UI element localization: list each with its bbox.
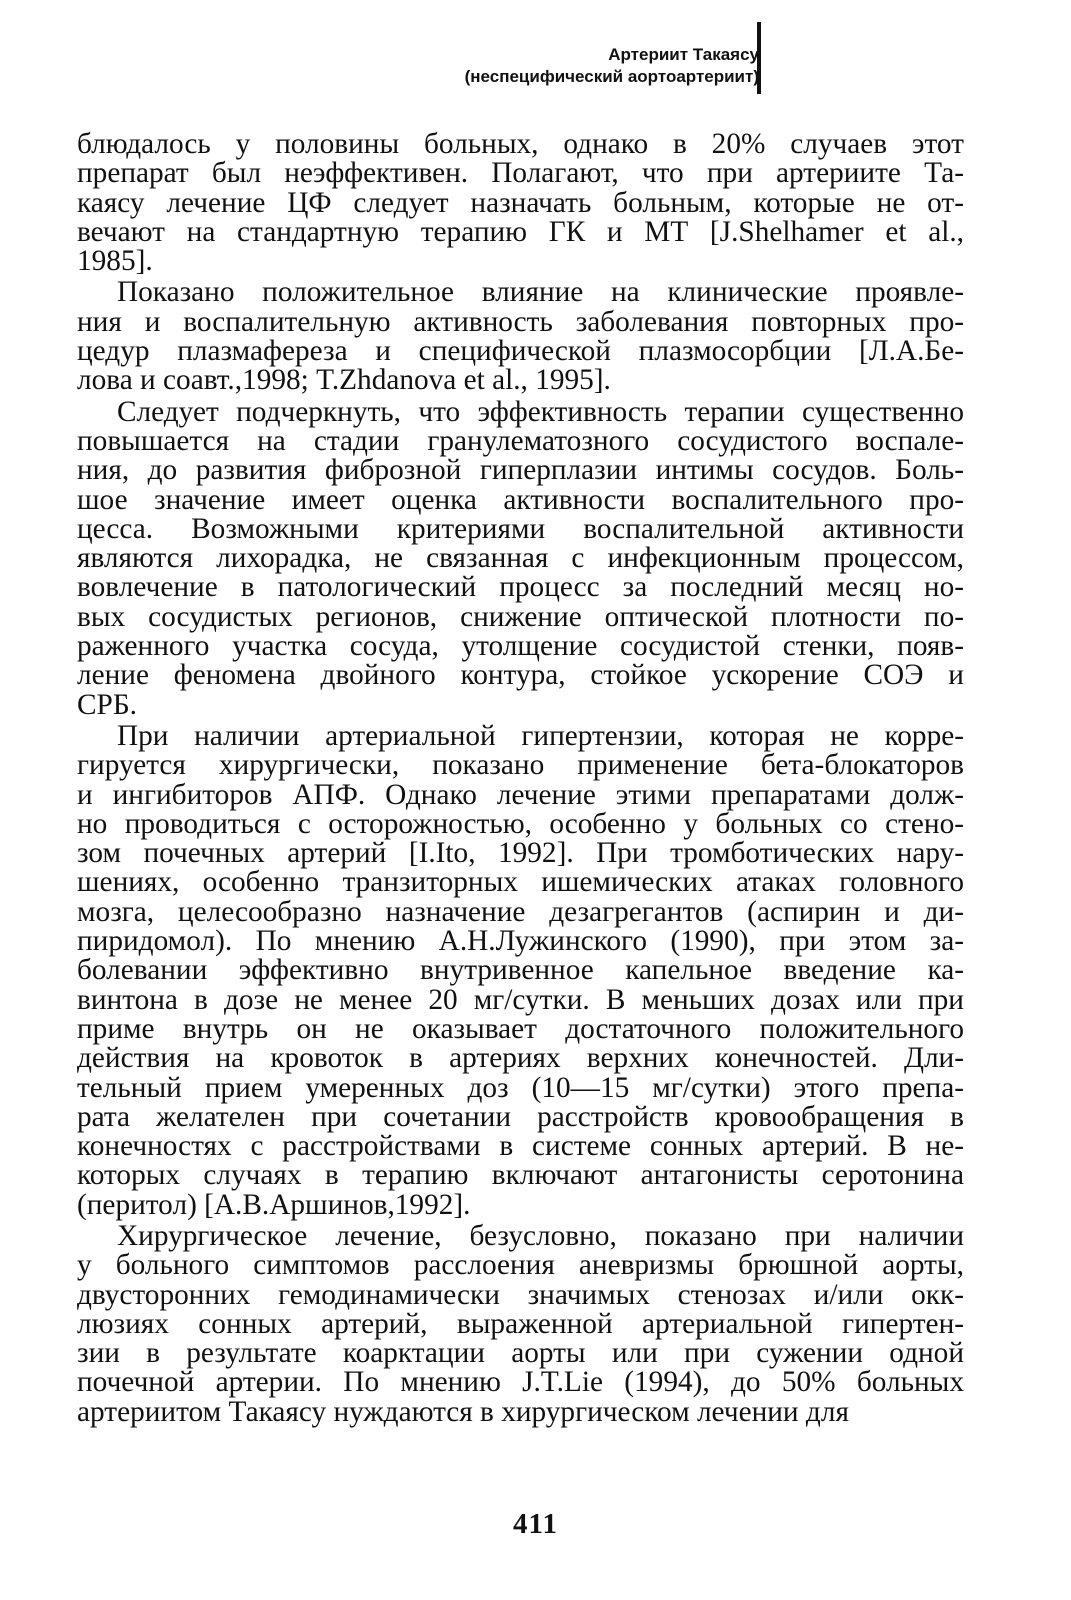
text-line: (перитол) [А.В.Аршинов,1992]. (77, 1188, 471, 1221)
paragraph (77, 1219, 964, 1428)
text-line: болевании эффективно внутривенное капельное введение ка- (77, 954, 964, 987)
text-line: зии в результате коарктации аорты или при сужении одной (77, 1337, 964, 1370)
text-line: ния и воспалительную активность заболевания повторных про- (77, 305, 964, 338)
text-line: шое значение имеет оценка активности воспалительного про- (77, 483, 964, 516)
text-line: Следует подчеркнуть, что эффективность терапии существенно (117, 395, 964, 428)
text-line: Хирургическое лечение, безусловно, показано при наличии (117, 1219, 964, 1252)
running-header-title: Артериит Такаясу (608, 45, 759, 64)
text-line: у больного симптомов расслоения аневризмы брюшной аорты, (77, 1249, 964, 1282)
text-line: цесса. Возможными критериями воспалительной активности (77, 512, 964, 545)
text-line: которых случаях в терапию включают антагонисты серотонина (77, 1159, 964, 1192)
text-line: зом почечных артерий [I.Ito, 1992]. При тромботических нару- (77, 837, 964, 870)
page-number: 411 (513, 1508, 558, 1540)
body-text (77, 130, 964, 1429)
text-line: раженного участка сосуда, утолщение сосудистой стенки, появ- (77, 630, 964, 663)
text-line: тельный прием умеренных доз (10—15 мг/сутки) этого препа- (77, 1071, 964, 1104)
text-line: каясу лечение ЦФ следует назначать больным, которые не от- (77, 186, 964, 219)
text-line: винтона в дозе не менее 20 мг/сутки. В меньших дозах или при (77, 983, 964, 1016)
text-line: мозга, целесообразно назначение дезагрегантов (аспирин и ди- (77, 895, 964, 928)
text-line: люзиях сонных артерий, выраженной артериальной гипертен- (77, 1307, 964, 1340)
text-line: Показано положительное влияние на клинические проявле- (117, 276, 964, 309)
running-header (339, 44, 759, 88)
text-line: блюдалось у половины больных, однако в 20% случаев этот (77, 128, 964, 160)
text-line: конечностях с расстройствами в системе сонных артерий. В не- (77, 1130, 964, 1163)
text-line: и ингибиторов АПФ. Однако лечение этими препаратами долж- (77, 778, 964, 811)
text-line: вечают на стандартную терапию ГК и МТ [J.Shelhamer et al., (77, 215, 964, 248)
paragraph (77, 278, 964, 395)
text-line: ление феномена двойного контура, стойкое ускорение СОЭ и (77, 659, 964, 692)
text-line: двусторонних гемодинамически значимых стенозах и/или окк- (77, 1278, 964, 1311)
text-line: 1985]. (77, 245, 153, 278)
text-line: шениях, особенно транзиторных ишемических атаках головного (77, 866, 964, 899)
paragraph (77, 130, 964, 276)
text-line: При наличии артериальной гипертензии, которая не корре- (117, 719, 964, 752)
text-line: вых сосудистых регионов, снижение оптической плотности по- (77, 600, 964, 633)
text-line: препарат был неэффективен. Полагают, что при артериите Та- (77, 157, 964, 190)
text-line: пиридомол). По мнению А.Н.Лужинского (1990), при этом за- (77, 925, 964, 958)
paragraph (77, 719, 964, 1221)
text-line: ния, до развития фиброзной гиперплазии интимы сосудов. Боль- (77, 454, 964, 487)
text-line: цедур плазмафереза и специфической плазмосорбции [Л.А.Бе- (77, 335, 964, 368)
text-line: лова и соавт.,1998; T.Zhdanova et al., 1995]. (77, 364, 611, 397)
text-line: артериитом Такаясу нуждаются в хирургическом лечении для (77, 1395, 849, 1428)
text-line: приме внутрь он не оказывает достаточного положительного (77, 1012, 964, 1045)
text-line: повышается на стадии гранулематозного сосудистого воспале- (77, 424, 964, 457)
text-line: являются лихорадка, не связанная с инфекционным процессом, (77, 542, 964, 575)
text-line: СРБ. (77, 688, 137, 721)
paragraph (77, 395, 964, 721)
text-line: почечной артерии. По мнению J.T.Lie (1994), до 50% больных (77, 1366, 964, 1399)
text-line: рата желателен при сочетании расстройств кровообращения в (77, 1100, 964, 1133)
text-line: но проводиться с осторожностью, особенно у больных со стено- (77, 807, 964, 840)
text-line: гируется хирургически, показано применение бета-блокаторов (77, 749, 964, 782)
running-header-subtitle: (неспецифический аортоартериит) (464, 67, 759, 86)
text-line: вовлечение в патологический процесс за последний месяц но- (77, 571, 964, 604)
text-line: действия на кровоток в артериях верхних конечностей. Дли- (77, 1042, 964, 1075)
